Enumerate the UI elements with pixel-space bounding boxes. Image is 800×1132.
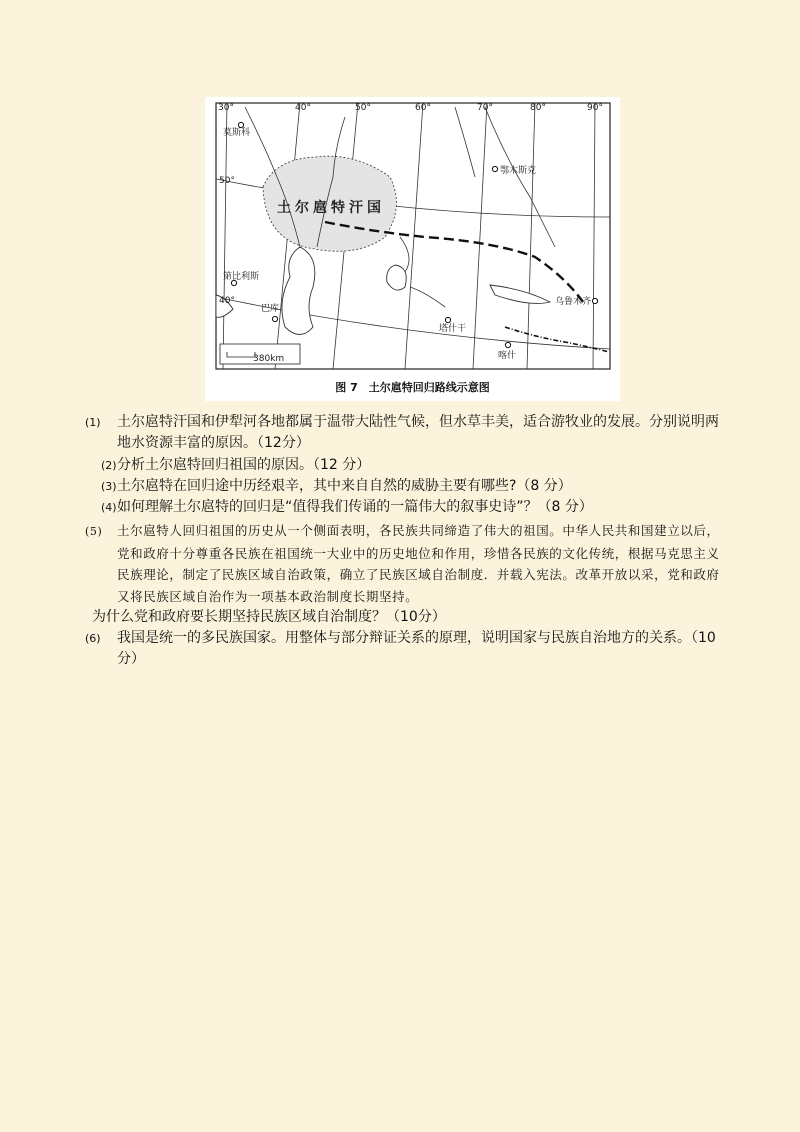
lon-label: 30° — [218, 103, 234, 113]
question-list — [85, 412, 732, 670]
question-6 — [85, 628, 732, 670]
route-map-figure — [205, 97, 620, 401]
place-label-kashgar: 喀什 — [498, 351, 517, 361]
place-label-tashkent: 塔什干 — [439, 324, 467, 334]
question-4 — [92, 497, 732, 518]
question-1 — [85, 412, 732, 454]
route-map — [205, 97, 620, 377]
question-number: (1) — [85, 416, 101, 429]
lon-label: 50° — [355, 103, 371, 113]
question-text: 土尔扈特汗国和伊犁河各地都属于温带大陆性气候，但水草丰美，适合游牧业的发展。分别说明两地水资源丰富的原因。（12分） — [117, 414, 719, 451]
place-label-baku: 巴库 — [261, 304, 280, 314]
question-3 — [92, 476, 732, 497]
lon-label: 80° — [530, 103, 546, 113]
lat-label: 50° — [219, 176, 235, 186]
scale-label: 380km — [253, 354, 285, 364]
question-passage: 土尔扈特人回归祖国的历史从一个侧面表明，各民族共同缔造了伟大的祖国。中华人民共和国建立以后，党和政府十分尊重各民族在祖国统一大业中的历史地位和作用，珍惜各民族的文化传统，根据马克思主义民族理论，制定了民族区域自治政策，确立了民族区域自治制度．并载入宪法。改革开放以采，党和政府又将民族区域自治作为一项基本政治制度长期坚持。 — [117, 523, 720, 604]
question-number: (6) — [85, 632, 101, 645]
place-label-urumqi: 乌鲁木齐 — [555, 297, 592, 307]
place-label-omsk: 鄂木斯克 — [500, 166, 537, 176]
question-text: 土尔扈特在回归途中历经艰辛，其中来自自然的威胁主要有哪些?（8 分） — [117, 478, 572, 494]
lon-label: 40° — [295, 103, 311, 113]
question-text: 分析土尔扈特回归祖国的原因。（12 分） — [117, 457, 371, 473]
question-5-prompt: 为什么党和政府要长期坚持民族区域自治制度？（10分） — [92, 609, 446, 625]
lon-label: 60° — [415, 103, 431, 113]
place-label-khanate: 土尔扈特汗国 — [277, 200, 385, 216]
question-text: 如何理解土尔扈特的回归是“值得我们传诵的一篇伟大的叙事史诗”？（8 分） — [117, 499, 593, 515]
question-2 — [92, 455, 732, 476]
lon-label: 90° — [587, 103, 603, 113]
figure-caption: 图 7 土尔扈特回归路线示意图 — [335, 381, 490, 394]
question-number: (2) — [101, 459, 117, 472]
place-label-moscow: 莫斯科 — [223, 128, 251, 138]
question-number: (5) — [85, 525, 103, 538]
question-text: 我国是统一的多民族国家。用整体与部分辩证关系的原理，说明国家与民族自治地方的关系。（10分） — [117, 630, 716, 667]
lon-label: 70° — [477, 103, 493, 113]
place-label-tbilisi: 第比利斯 — [223, 272, 260, 282]
question-number: (3) — [101, 480, 117, 493]
question-number: (4) — [101, 501, 117, 514]
question-5 — [85, 520, 732, 607]
lat-label: 40° — [219, 296, 235, 306]
